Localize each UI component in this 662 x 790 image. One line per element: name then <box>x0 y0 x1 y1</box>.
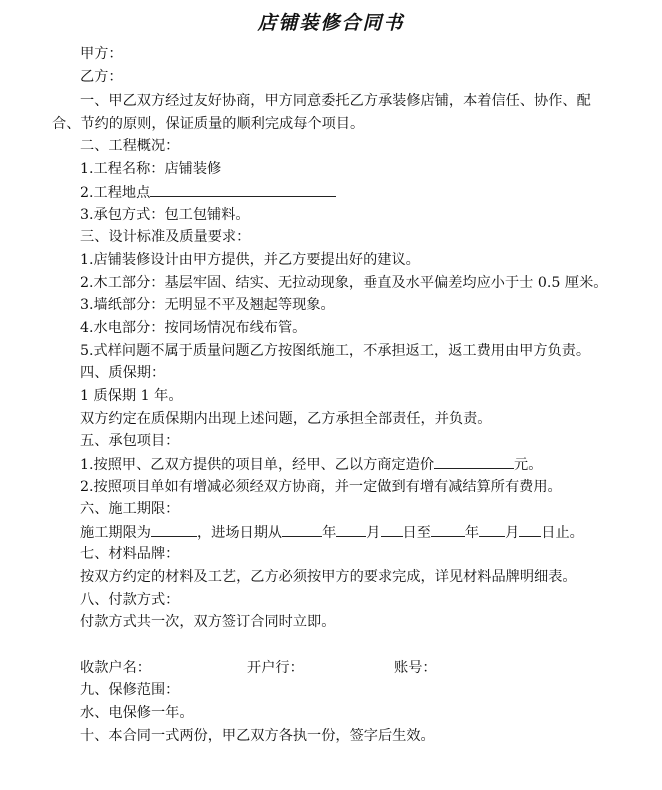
section-2-item-2 <box>80 182 336 203</box>
end-month-unit: 月 <box>505 525 520 541</box>
section-7-heading: 七、材料品牌： <box>80 546 180 562</box>
intro-paragraph-line-1: 一、甲乙双方经过友好协商，甲方同意委托乙方承装修店铺，本着信任、协作、配 <box>80 93 591 109</box>
section-3-item-1: 1.店铺装修设计由甲方提供，并乙方要提出好的建议。 <box>80 252 420 268</box>
period-blank <box>151 522 197 537</box>
contract-price-text: 1.按照甲、乙双方提供的项目单，经甲、乙以方商定造价 <box>80 457 435 473</box>
start-year-unit: 年 <box>322 525 337 541</box>
section-8-text: 付款方式共一次，双方签订合同时立即。 <box>80 614 336 630</box>
section-4-heading: 四、质保期： <box>80 365 166 381</box>
section-6-heading: 六、施工期限： <box>80 501 180 517</box>
account-info-line <box>80 658 437 678</box>
section-9-text: 水、电保修一年。 <box>80 705 194 721</box>
end-month-blank <box>479 522 505 537</box>
account-label: 账号： <box>394 660 437 676</box>
start-day-blank <box>381 522 403 537</box>
section-3-item-5: 5.式样问题不属于质量问题乙方按图纸施工，不承担返工，返工费用由甲方负责。 <box>80 343 591 359</box>
section-5-heading: 五、承包项目： <box>80 433 180 449</box>
end-day-unit: 日止。 <box>541 525 584 541</box>
section-8-heading: 八、付款方式： <box>80 592 180 608</box>
end-day-blank <box>519 522 541 537</box>
contract-price-blank <box>434 454 514 469</box>
start-month-blank <box>336 522 366 537</box>
start-year-blank <box>282 522 322 537</box>
payee-label: 收款户名： <box>80 660 151 676</box>
start-day-unit: 日至 <box>402 525 431 541</box>
end-year-blank <box>431 522 465 537</box>
project-location-label: 2.工程地点 <box>80 185 151 201</box>
section-5-item-1 <box>80 454 542 475</box>
party-b-label: 乙方： <box>80 69 123 85</box>
section-2-item-1: 1.工程名称：店铺装修 <box>80 161 222 177</box>
section-2-heading: 二、工程概况： <box>80 138 180 154</box>
party-a-label: 甲方： <box>80 46 123 62</box>
section-3-item-3: 3.墙纸部分：无明显不平及翘起等现象。 <box>80 297 335 313</box>
section-3-item-4: 4.水电部分：按同场情况布线布管。 <box>80 320 307 336</box>
contract-price-unit: 元。 <box>514 457 543 473</box>
start-month-unit: 月 <box>366 525 381 541</box>
start-date-label: ，进场日期从 <box>196 525 283 541</box>
section-3-heading: 三、设计标准及质量要求： <box>80 229 251 245</box>
document-title: 店铺装修合同书 <box>257 12 405 34</box>
end-year-unit: 年 <box>464 525 480 541</box>
period-label: 施工期限为 <box>80 525 151 541</box>
project-location-blank <box>150 182 336 197</box>
section-4-item-1: 1 质保期 1 年。 <box>80 388 183 404</box>
section-7-text: 按双方约定的材料及工艺，乙方必须按甲方的要求完成，详见材料品牌明细表。 <box>80 569 577 585</box>
section-9-heading: 九、保修范围： <box>80 682 180 698</box>
section-5-item-2: 2.按照项目单如有增减必须经双方协商，并一定做到有增有减结算所有费用。 <box>80 479 562 495</box>
section-10-text: 十、本合同一式两份，甲乙双方各执一份，签字后生效。 <box>80 728 435 744</box>
construction-period-line <box>80 522 584 543</box>
intro-paragraph-line-2: 合、节约的原则，保证质量的顺利完成每个项目。 <box>52 116 365 132</box>
section-3-item-2: 2.木工部分：基层牢固、结实、无拉动现象，垂直及水平偏差均应小于士 0.5 厘米。 <box>80 275 608 291</box>
section-2-item-3: 3.承包方式：包工包铺料。 <box>80 207 250 223</box>
section-4-text: 双方约定在质保期内出现上述问题，乙方承担全部责任，并负责。 <box>80 411 492 427</box>
bank-label: 开户行： <box>247 660 304 676</box>
